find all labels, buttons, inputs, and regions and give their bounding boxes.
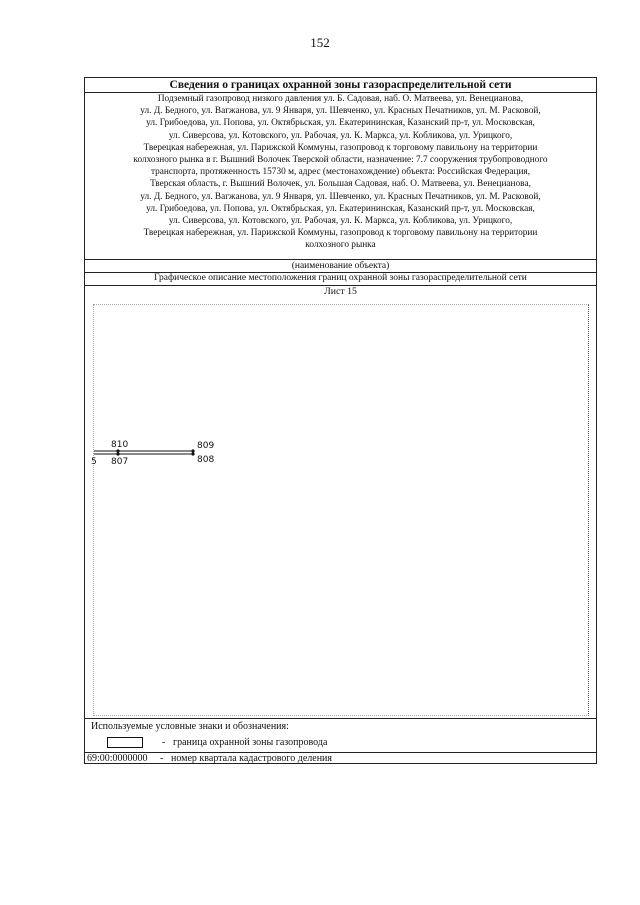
description-line: ул. Д. Бедного, ул. Вагжанова, ул. 9 Января, ул. Шевченко, ул. Красных Печатников, ул. М. Расковой, xyxy=(140,191,541,202)
point-807-marker xyxy=(116,452,119,455)
point-edge-label: 5 xyxy=(91,457,97,467)
divider xyxy=(85,259,596,260)
map-drawing xyxy=(91,305,588,715)
boundary-legend-text: граница охранной зоны газопровода xyxy=(173,737,328,748)
description-line: колхозного рынка в г. Вышний Волочек Тверской области, назначение: 7.7 сооружения трубопроводного xyxy=(133,155,548,166)
description-line: ул. Сиверсова, ул. Котовского, ул. Рабочая, ул. К. Маркса, ул. Кобликова, ул. Урицкого, xyxy=(168,130,513,141)
cadastral-legend-text: номер квартала кадастрового деления xyxy=(171,753,332,764)
point-808-label: 808 xyxy=(197,455,215,465)
point-809-label: 809 xyxy=(197,441,215,451)
description-line: Тверецкая набережная, ул. Парижской Коммуны, газопровод к торговому павильону на территории xyxy=(143,142,538,153)
point-808-marker xyxy=(191,452,194,455)
object-description xyxy=(85,93,596,252)
description-line: Тверская область, г. Вышний Волочек, ул. Большая Садовая, наб. О. Матвеева, ул. Венецианова, xyxy=(150,179,531,190)
sheet-number: Лист 15 xyxy=(324,286,357,297)
document-frame xyxy=(84,77,597,764)
description-line: колхозного рынка xyxy=(305,240,376,251)
description-line: транспорта, протяженность 15730 м, адрес (местонахождение) объекта: Российская Федерация, xyxy=(150,167,531,178)
description-line: ул. Сиверсова, ул. Котовского, ул. Рабочая, ул. К. Маркса, ул. Кобликова, ул. Урицкого, xyxy=(168,216,513,227)
point-807-label: 807 xyxy=(111,457,129,467)
legend-title: Используемые условные знаки и обозначения: xyxy=(91,721,289,732)
divider xyxy=(85,718,596,719)
page-number: 152 xyxy=(310,35,330,50)
boundary-symbol xyxy=(107,737,143,748)
map-area xyxy=(93,304,589,716)
point-810-label: 810 xyxy=(111,440,129,450)
graphic-description-title: Графическое описание местоположения границ охранной зоны газораспределительной сети xyxy=(154,273,527,283)
legend-dash: - xyxy=(160,753,164,764)
description-line: ул. Грибоедова, ул. Попова, ул. Октябрьская, ул. Екатерининская, Казанский пр-т, ул. Московская, xyxy=(146,118,535,129)
legend-dash: - xyxy=(162,737,166,748)
description-line: Подземный газопровод низкого давления ул. Б. Садовая, наб. О. Матвеева, ул. Венецианова, xyxy=(157,94,524,104)
point-809-marker xyxy=(191,449,194,452)
section-title: Сведения о границах охранной зоны газораспределительной сети xyxy=(85,78,596,93)
description-line: Тверецкая набережная, ул. Парижской Коммуны, газопровод к торговому павильону на территории xyxy=(143,228,538,239)
description-line: ул. Д. Бедного, ул. Вагжанова, ул. 9 Января, ул. Шевченко, ул. Красных Печатников, ул. М. Расковой, xyxy=(140,106,541,117)
cadastral-code: 69:00:0000000 xyxy=(87,753,148,764)
object-name-caption: (наименование объекта) xyxy=(291,261,390,271)
description-line: ул. Грибоедова, ул. Попова, ул. Октябрьская, ул. Екатерининская, Казанский пр-т, ул. Московская, xyxy=(146,203,535,214)
